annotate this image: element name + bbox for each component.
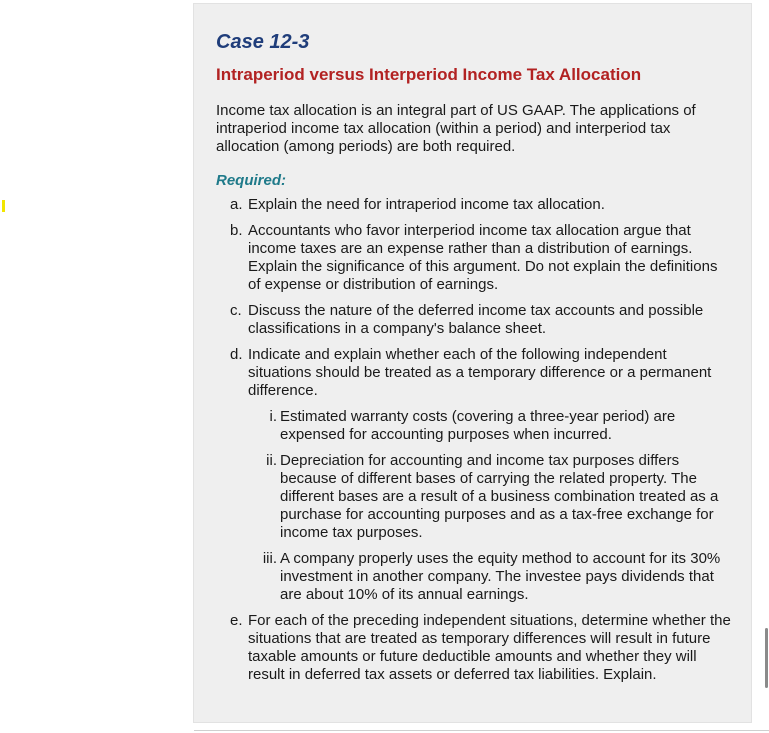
requirement-item-d (216, 346, 734, 604)
case-intro: Income tax allocation is an integral part of US GAAP. The applications of intraperiod income tax allocation (within a period) and interperiod tax allocation (among periods) are both required. (216, 102, 696, 155)
case-subtitle: Intraperiod versus Interperiod Income Tax Allocation (216, 65, 642, 84)
situation-item-i (248, 408, 734, 444)
subitem-text: Depreciation for accounting and income tax purposes differs because of different bases of carrying the related property. The different bases are a result of a business combination treated as a purchase for accounting purposes and as a tax-free exchange for income tax purposes. (280, 452, 719, 541)
bottom-divider (194, 730, 769, 731)
requirement-item-c (216, 302, 734, 338)
item-text: Discuss the nature of the deferred income tax accounts and possible classifications in a company's balance sheet. (248, 302, 704, 337)
item-marker: d. (230, 346, 243, 363)
case-content (216, 30, 734, 692)
requirement-item-e (216, 612, 734, 684)
item-marker: c. (230, 302, 242, 319)
requirement-item-a (216, 196, 734, 214)
situations-list (248, 408, 734, 604)
scrollbar-thumb[interactable] (765, 628, 768, 688)
item-marker: a. (230, 196, 243, 213)
highlight-marker (2, 200, 5, 212)
item-marker: e. (230, 612, 243, 629)
requirement-item-b (216, 222, 734, 294)
case-title: Case 12-3 (216, 31, 310, 53)
item-text: Explain the need for intraperiod income tax allocation. (248, 196, 605, 213)
subitem-marker: ii. (266, 452, 277, 469)
subitem-text: A company properly uses the equity method to account for its 30% investment in another company. The investee pays dividends that are about 10% of its annual earnings. (280, 550, 721, 603)
requirements-list (216, 196, 734, 684)
subitem-marker: i. (269, 408, 277, 425)
case-panel (194, 4, 751, 722)
situation-item-ii (248, 452, 734, 542)
item-text: Accountants who favor interperiod income tax allocation argue that income taxes are an expense rather than a distribution of earnings. Explain the significance of this argument. Do not explain the definitions of expense or distribution of earnings. (248, 222, 718, 293)
subitem-text: Estimated warranty costs (covering a three-year period) are expensed for accounting purposes when incurred. (280, 408, 676, 443)
subitem-marker: iii. (262, 550, 277, 567)
item-text: Indicate and explain whether each of the following independent situations should be treated as a temporary difference or a permanent difference. (248, 346, 712, 399)
item-marker: b. (230, 222, 243, 239)
situation-item-iii (248, 550, 734, 604)
required-label: Required: (216, 172, 287, 189)
item-text: For each of the preceding independent situations, determine whether the situations that are treated as temporary differences will result in future taxable amounts or future deductible amounts and whether they will result in deferred tax assets or deferred tax liabilities. Explain. (248, 612, 731, 683)
